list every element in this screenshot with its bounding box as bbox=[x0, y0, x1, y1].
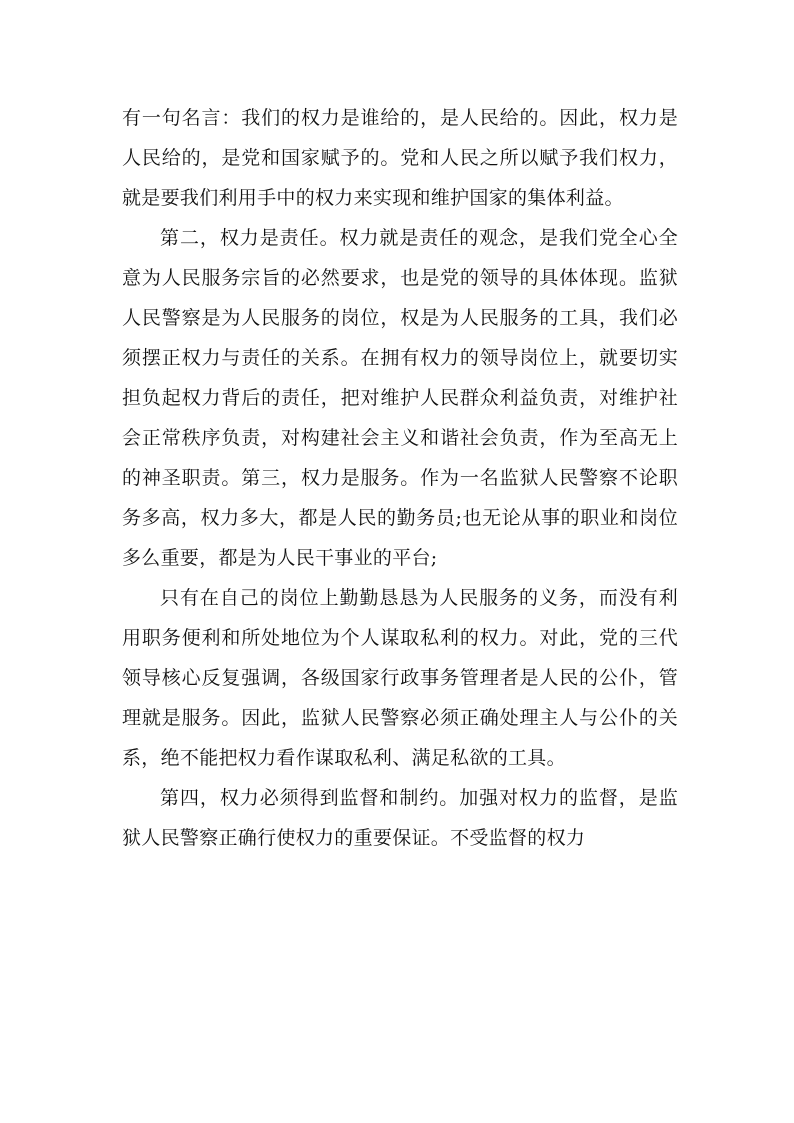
paragraph-1: 有一句名言：我们的权力是谁给的，是人民给的。因此，权力是人民给的，是党和国家赋予的。党和人民之所以赋予我们权力，就是要我们利用手中的权力来实现和维护国家的集体利益。 bbox=[122, 107, 678, 209]
paragraph-2: 第二，权力是责任。权力就是责任的观念，是我们党全心全意为人民服务宗旨的必然要求，也是党的领导的具体体现。监狱人民警察是为人民服务的岗位，权是为人民服务的工具，我们必须摆正权力与责任的关系。在拥有权力的领导岗位上，就要切实担负起权力背后的责任，把对维护人民群众利益负责，对维护社会正常秩序负责，对构建社会主义和谐社会负责，作为至高无上的神圣职责。第三，权力是服务。作为一名监狱人民警察不论职务多高，权力多大，都是人民的勤务员;也无论从事的职业和岗位多么重要，都是为人民干事业的平台; bbox=[122, 227, 678, 569]
paragraph-4: 第四，权力必须得到监督和制约。加强对权力的监督，是监狱人民警察正确行使权力的重要保证。不受监督的权力 bbox=[122, 787, 678, 849]
paragraph-3: 只有在自己的岗位上勤勤恳恳为人民服务的义务，而没有利用职务便利和所处地位为个人谋取私利的权力。对此，党的三代领导核心反复强调，各级国家行政事务管理者是人民的公仆，管理就是服务。因此，监狱人民警察必须正确处理主人与公仆的关系，绝不能把权力看作谋取私利、满足私欲的工具。 bbox=[122, 587, 678, 769]
document-body bbox=[122, 98, 678, 858]
